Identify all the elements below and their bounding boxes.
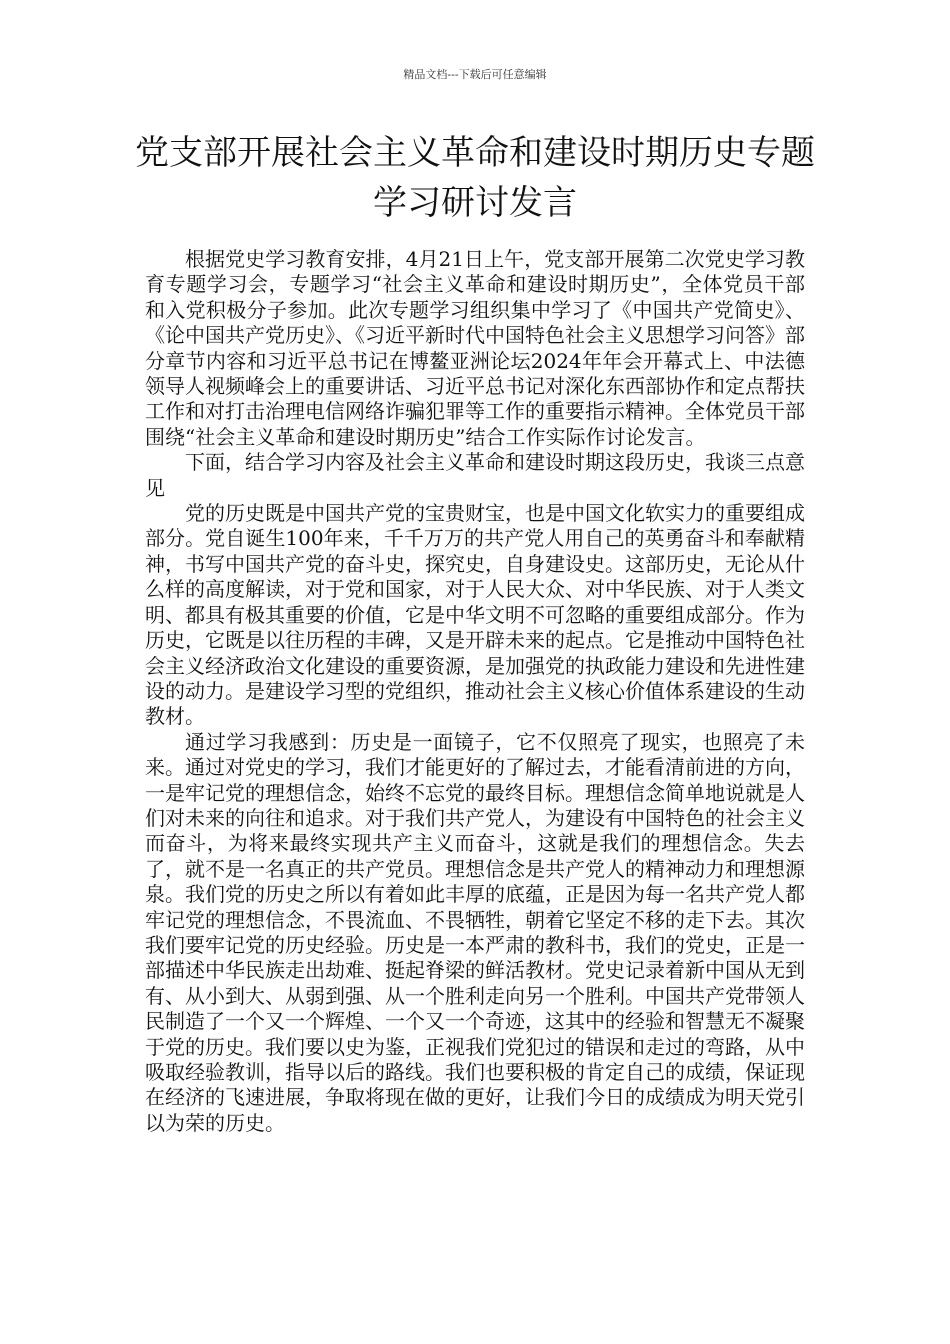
paragraph-party-history: 党的历史既是中国共产党的宝贵财宝，也是中国文化软实力的重要组成部分。党自诞生100年来，千千万万的共产党人用自己的英勇奋斗和奉献精神，书写中国共产党的奋斗史，探究史，自身建设史。这部历史，无论从什么样的高度解读，对于党和国家，对于人民大众、对中华民族、对于人类文明、都具有极其重要的价值，它是中华文明不可忽略的重要组成部分。作为历史，它既是以往历程的丰碑，又是开辟未来的起点。它是推动中国特色社会主义经济政治文化建设的重要资源，是加强党的执政能力建设和先进性建设的动力。是建设学习型的党组织，推动社会主义核心价值体系建设的生动教材。 — [145, 501, 805, 729]
paragraph-study-reflection: 通过学习我感到：历史是一面镜子，它不仅照亮了现实，也照亮了未来。通过对党史的学习，我们才能更好的了解过去，才能看清前进的方向，一是牢记党的理想信念，始终不忘党的最终目标。理想信念简单地说就是人们对未来的向往和追求。对于我们共产党人，为建设有中国特色的社会主义而奋斗，为将来最终实现共产主义而奋斗，这就是我们的理想信念。失去了，就不是一名真正的共产党员。理想信念是共产党人的精神动力和理想源泉。我们党的历史之所以有着如此丰厚的底蕴，正是因为每一名共产党人都牢记党的理想信念，不畏流血、不畏牺牲，朝着它坚定不移的走下去。其次我们要牢记党的历史经验。历史是一本严肃的教科书，我们的党史，正是一部描述中华民族走出劫难、挺起脊梁的鲜活教材。党史记录着新中国从无到有、从小到大、从弱到强、从一个胜利走向另一个胜利。中国共产党带领人民制造了一个又一个辉煌、一个又一个奇迹，这其中的经验和智慧无不凝聚于党的历史。我们要以史为鉴，正视我们党犯过的错误和走过的弯路，从中吸取经验教训，指导以后的路线。我们也要积极的肯定自己的成绩，保证现在经济的飞速进展，争取将现在做的更好，让我们今日的成绩成为明天党引以为荣的历史。 — [145, 729, 805, 1135]
page-title: 党支部开展社会主义革命和建设时期历史专题学习研讨发言 — [135, 133, 815, 223]
paragraph-intro: 根据党史学习教育安排，4月21日上午，党支部开展第二次党史学习教育专题学习会，专题学习“社会主义革命和建设时期历史”，全体党员干部和入党积极分子参加。此次专题学习组织集中学习了《中国共产党简史》、《论中国共产党历史》、《习近平新时代中国特色社会主义思想学习问答》部分章节内容和习近平总书记在博鳌亚洲论坛2024年年会开幕式上、中法德领导人视频峰会上的重要讲话、习近平总书记对深化东西部协作和定点帮扶工作和对打击治理电信网络诈骗犯罪等工作的重要指示精神。全体党员干部围绕“社会主义革命和建设时期历史”结合工作实际作讨论发言。 — [145, 247, 805, 449]
header-note: 精品文档---下载后可任意编辑 — [403, 68, 547, 81]
paragraph-transition: 下面，结合学习内容及社会主义革命和建设时期这段历史，我谈三点意见 — [145, 450, 805, 500]
document-body — [145, 247, 805, 1136]
